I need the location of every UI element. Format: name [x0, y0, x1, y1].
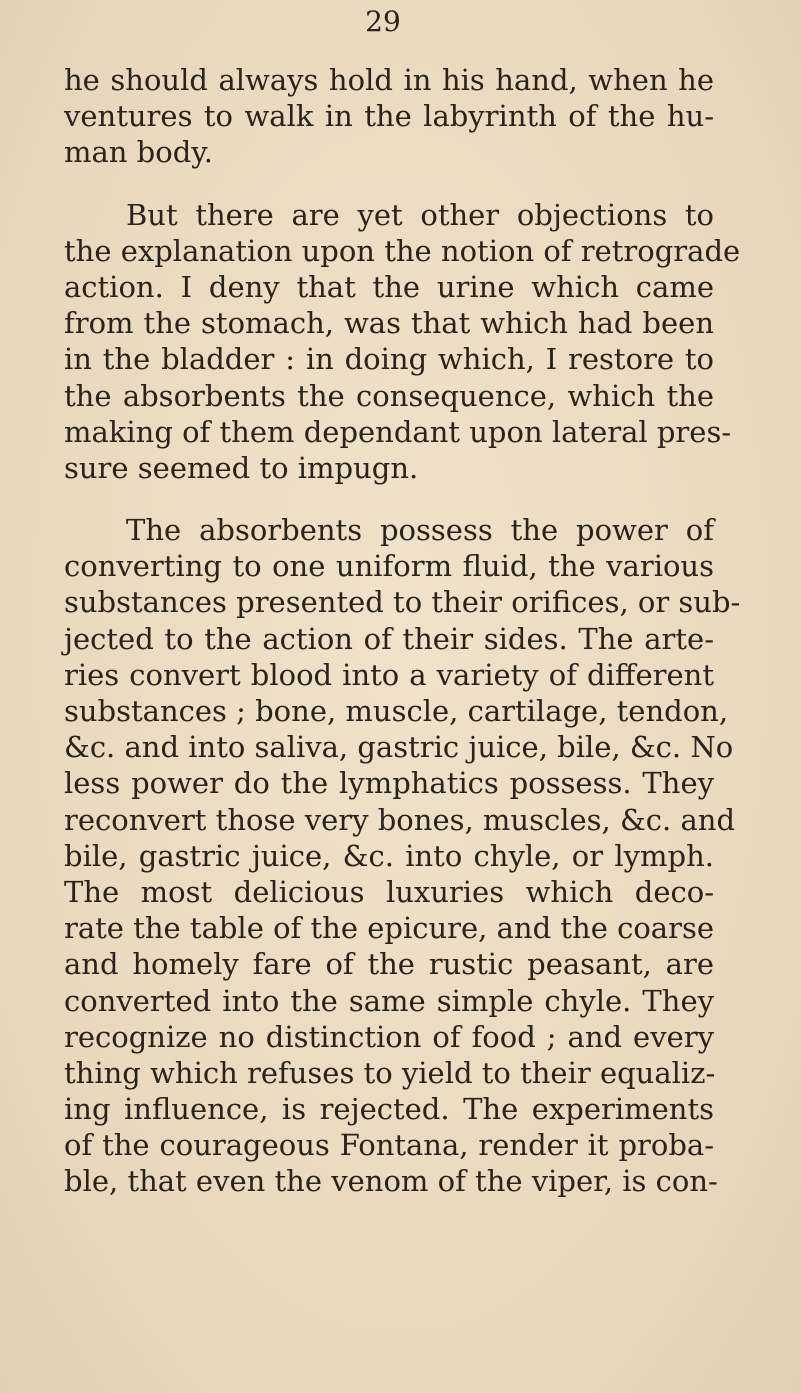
paragraph [64, 62, 714, 171]
text-line: he should always hold in his hand, when he [64, 63, 714, 97]
paragraph [64, 197, 741, 487]
text-line: ing influence, is rejected. The experiments [64, 1092, 714, 1127]
text-line: making of them dependant upon lateral pres- [64, 414, 732, 449]
text-line: from the stomach, was that which had been [64, 306, 714, 341]
text-line: The absorbents possess the power of [126, 513, 714, 548]
text-line: &c. and into saliva, gastric juice, bile, &c. No [64, 730, 734, 765]
text-line: man body. [64, 135, 214, 170]
body-text [64, 62, 741, 1200]
text-line: action. I deny that the urine which came [64, 269, 714, 304]
text-line: reconvert those very bones, muscles, &c. and [64, 802, 736, 837]
text-line: sure seemed to impugn. [64, 450, 419, 485]
text-line: the absorbents the consequence, which the [64, 378, 714, 413]
text-line: and homely fare of the rustic peasant, are [64, 947, 714, 982]
text-line: thing which refuses to yield to their equaliz- [64, 1055, 716, 1090]
text-line: converting to one uniform fluid, the various [64, 549, 714, 584]
text-line: substances ; bone, muscle, cartilage, tendon, [64, 694, 729, 728]
text-line: The most delicious luxuries which deco- [64, 874, 714, 909]
text-line: less power do the lymphatics possess. They [64, 766, 714, 801]
text-line: But there are yet other objections to [126, 197, 714, 232]
text-line: the explanation upon the notion of retrograde [64, 233, 741, 268]
text-line: ventures to walk in the labyrinth of the hu- [64, 99, 714, 134]
paragraph [64, 512, 741, 1200]
text-line: rate the table of the epicure, and the coarse [64, 911, 714, 946]
text-line: of the courageous Fontana, render it proba- [64, 1128, 714, 1163]
text-line: recognize no distinction of food ; and every [64, 1019, 714, 1054]
text-line: ble, that even the venom of the viper, is con- [64, 1164, 718, 1199]
text-line: substances presented to their orifices, or sub- [64, 585, 741, 620]
text-line: converted into the same simple chyle. They [64, 983, 714, 1018]
page-number: 29 [365, 5, 401, 38]
text-line: ries convert blood into a variety of different [64, 657, 714, 692]
text-line: bile, gastric juice, &c. into chyle, or lymph. [64, 838, 714, 873]
text-line: jected to the action of their sides. The arte- [64, 621, 714, 656]
text-line: in the bladder : in doing which, I restore to [64, 342, 714, 377]
